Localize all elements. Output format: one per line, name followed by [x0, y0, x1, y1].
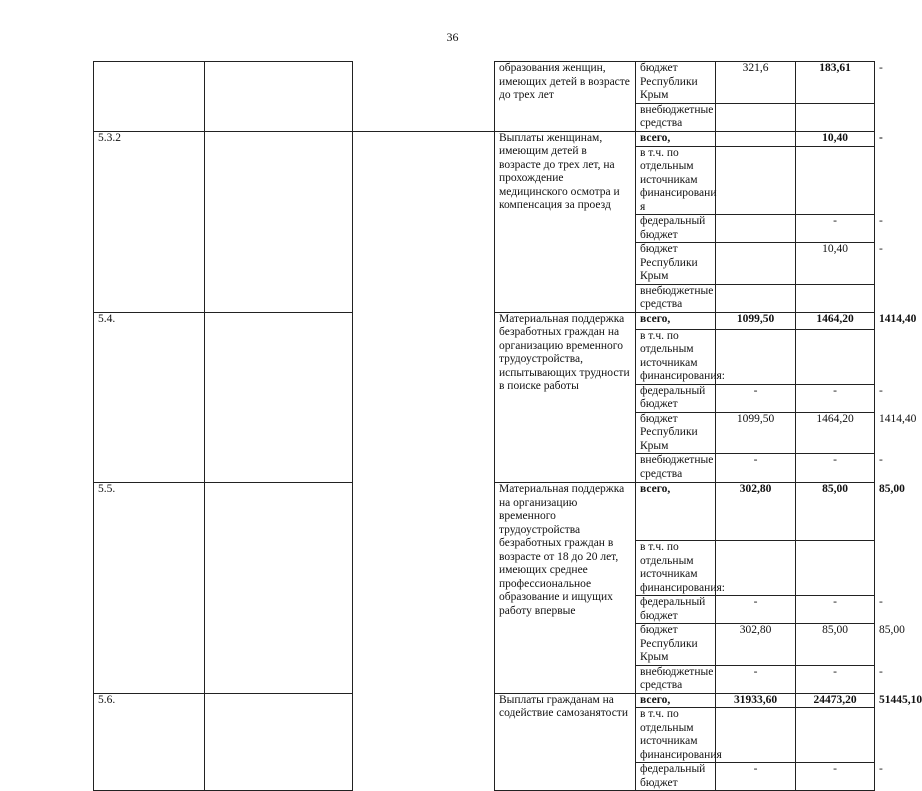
value-cell: 1099,50 — [716, 412, 796, 454]
value-cell: 10,40 — [796, 243, 875, 285]
table-row: 5.4. Материальная поддержка безработных граждан на организацию временного трудоустройства, испытывающих трудности в поиске работы всего, 1099,50 1464,20 1414,40 — [94, 312, 875, 329]
value-cell: 85,00 — [796, 624, 875, 666]
table-row: 5.5. Материальная поддержка на организацию временного трудоустройства безработных граждан в возрасте от 18 до 20 лет, имеющих среднее профессиональное образование и ищущих работу впервые всего, 302,80 85,00 85,00 — [94, 483, 875, 541]
value-cell: 85,00 — [796, 483, 875, 541]
source-cell: внебюджетные средства — [636, 454, 716, 483]
source-cell: в т.ч. по отдельным источникам финансирования — [636, 708, 716, 763]
executor-cell — [205, 312, 353, 483]
table-row: 5.3.2 Выплаты женщинам, имеющим детей в возрасте до трех лет, на прохождение медицинского осмотра и компенсация за проезд всего, 10,40 - — [94, 131, 875, 146]
table-row: федеральный бюджет - - - — [94, 763, 875, 791]
value-cell — [716, 103, 796, 131]
table-row: бюджет Республики Крым 10,40 - — [94, 243, 875, 285]
value-cell: 1464,20 — [796, 412, 875, 454]
value-cell: - — [796, 763, 875, 791]
table-row: бюджет Республики Крым 1099,50 1464,20 1414,40 — [94, 412, 875, 454]
value-cell — [716, 131, 796, 146]
value-cell: 1464,20 — [796, 312, 875, 329]
value-cell — [796, 329, 875, 384]
value-cell — [716, 146, 796, 215]
value-cell: 183,61 — [796, 62, 875, 104]
source-cell: в т.ч. по отдельным источникам финансирования: — [636, 541, 716, 596]
measure-cell: образования женщин, имеющих детей в возрасте до трех лет — [495, 62, 636, 132]
value-cell — [716, 541, 796, 596]
row-number-cell: 5.3.2 — [94, 131, 205, 312]
source-cell: федеральный бюджет — [636, 596, 716, 624]
value-cell: - — [796, 454, 875, 483]
value-cell — [796, 541, 875, 596]
value-cell: - — [716, 384, 796, 412]
value-cell — [716, 284, 796, 312]
source-cell: в т.ч. по отдельным источникам финансирования: — [636, 329, 716, 384]
source-cell: внебюджетные средства — [636, 103, 716, 131]
gap-cell — [353, 312, 495, 483]
measure-cell: Материальная поддержка на организацию временного трудоустройства безработных граждан в возрасте от 18 до 20 лет, имеющих среднее профессиональное образование и ищущих работу впервые — [495, 483, 636, 694]
value-cell: - — [716, 454, 796, 483]
row-number-cell — [94, 62, 205, 132]
value-cell: 31933,60 — [716, 693, 796, 708]
table-row: внебюджетные средства - - - — [94, 665, 875, 693]
value-cell: 24473,20 — [796, 693, 875, 708]
value-cell — [716, 243, 796, 285]
executor-cell — [205, 693, 353, 791]
value-cell — [796, 284, 875, 312]
source-cell: в т.ч. по отдельным источникам финансировани я — [636, 146, 716, 215]
gap-cell — [353, 131, 495, 312]
table-row: бюджет Республики Крым 302,80 85,00 85,00 — [94, 624, 875, 666]
value-cell — [716, 708, 796, 763]
source-cell: бюджет Республики Крым — [636, 412, 716, 454]
value-cell: - — [796, 215, 875, 243]
table-row: внебюджетные средства - - - — [94, 454, 875, 483]
source-cell: всего, — [636, 131, 716, 146]
measure-cell: Материальная поддержка безработных граждан на организацию временного трудоустройства, испытывающих трудности в поиске работы — [495, 312, 636, 483]
row-number-cell: 5.4. — [94, 312, 205, 483]
gap-cell — [353, 483, 495, 694]
value-cell: 302,80 — [716, 483, 796, 541]
source-cell: внебюджетные средства — [636, 284, 716, 312]
value-cell: 1099,50 — [716, 312, 796, 329]
value-cell: - — [716, 596, 796, 624]
table-row: образования женщин, имеющих детей в возрасте до трех лет бюджет Республики Крым 321,6 183,61 - — [94, 62, 875, 104]
budget-table — [93, 61, 922, 791]
value-cell: 302,80 — [716, 624, 796, 666]
gap-cell — [353, 693, 495, 791]
value-cell: - — [716, 763, 796, 791]
table-row: 5.6. Выплаты гражданам на содействие самозанятости всего, 31933,60 24473,20 51445,10 — [94, 693, 875, 708]
measure-cell: Выплаты женщинам, имеющим детей в возрасте до трех лет, на прохождение медицинского осмотра и компенсация за проезд — [495, 131, 636, 312]
source-cell: всего, — [636, 693, 716, 708]
page-number: 36 — [446, 30, 459, 44]
value-cell: 321,6 — [716, 62, 796, 104]
source-cell: всего, — [636, 312, 716, 329]
table-row: федеральный бюджет - - — [94, 215, 875, 243]
value-cell — [796, 146, 875, 215]
value-cell: - — [716, 665, 796, 693]
source-cell: внебюджетные средства — [636, 665, 716, 693]
source-cell: федеральный бюджет — [636, 384, 716, 412]
source-cell: бюджет Республики Крым — [636, 62, 716, 104]
executor-cell — [205, 62, 353, 132]
value-cell — [796, 103, 875, 131]
value-cell: - — [796, 665, 875, 693]
value-cell — [716, 215, 796, 243]
measure-cell: Выплаты гражданам на содействие самозанятости — [495, 693, 636, 791]
source-cell: федеральный бюджет — [636, 215, 716, 243]
source-cell: бюджет Республики Крым — [636, 243, 716, 285]
value-cell: - — [796, 596, 875, 624]
value-cell: - — [796, 384, 875, 412]
source-cell: бюджет Республики Крым — [636, 624, 716, 666]
row-number-cell: 5.6. — [94, 693, 205, 791]
table-row: федеральный бюджет - - - — [94, 384, 875, 412]
executor-cell — [205, 483, 353, 694]
row-number-cell: 5.5. — [94, 483, 205, 694]
source-cell: всего, — [636, 483, 716, 541]
value-cell — [796, 708, 875, 763]
value-cell — [716, 329, 796, 384]
table-row: федеральный бюджет - - - — [94, 596, 875, 624]
executor-cell — [205, 131, 353, 312]
value-cell: 10,40 — [796, 131, 875, 146]
source-cell: федеральный бюджет — [636, 763, 716, 791]
gap-cell — [353, 62, 495, 132]
